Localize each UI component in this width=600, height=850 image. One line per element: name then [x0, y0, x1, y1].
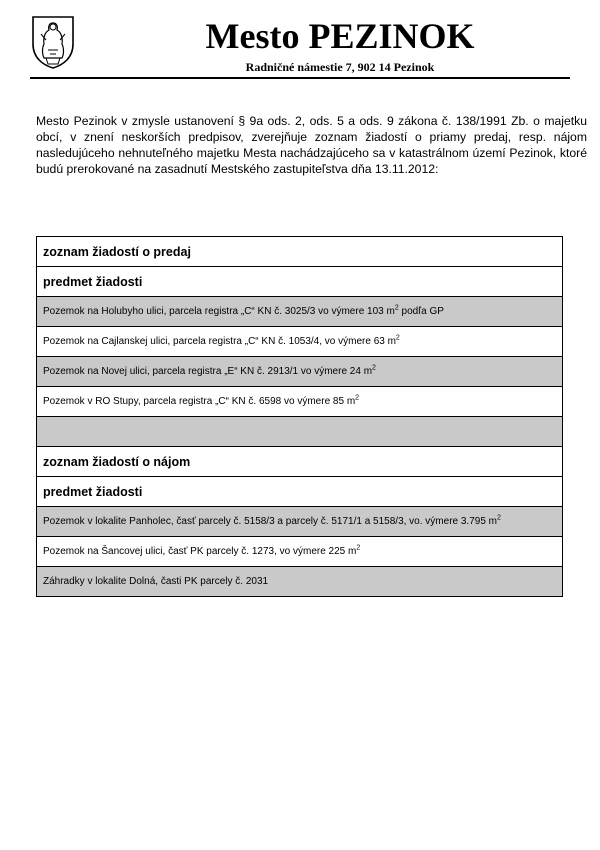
intro-paragraph: Mesto Pezinok v zmysle ustanovení § 9a ods. 2, ods. 5 a ods. 9 zákona č. 138/1991 Zb. o majetku obcí, v znení neskorších predpisov, zverejňuje zoznam žiadostí o priamy predaj, resp. nájom nasledujúceho nehnuteľného majetku Mesta nachádzajúceho sa v katastrálnom území Pezinok, ktoré budú prerokované na zasadnutí Mestského zastupiteľstva dňa 13.11.2012:: [36, 114, 587, 176]
sale-item: Pozemok na Novej ulici, parcela registra „E“ KN č. 2913/1 vo výmere 24 $m^2$: [37, 357, 563, 387]
table-row: [37, 507, 563, 537]
address: Radničné námestie 7, 902 14 Pezinok: [245, 60, 435, 74]
sale-heading: zoznam žiadostí o predaj: [37, 237, 563, 267]
table-row: [37, 327, 563, 357]
lease-item: Záhradky v lokalite Dolná, časti PK parcely č. 2031: [37, 567, 563, 597]
table-row: [37, 237, 563, 267]
sale-item: Pozemok na Cajlanskej ulici, parcela registra „C“ KN č. 1053/4, vo výmere 63 $m^2$: [37, 327, 563, 357]
table-row: [37, 477, 563, 507]
lease-subheading: predmet žiadosti: [37, 477, 563, 507]
page-title: Mesto PEZINOK: [205, 16, 475, 56]
table-row: [37, 537, 563, 567]
header-divider: [30, 77, 570, 79]
spacer-row: [37, 417, 563, 447]
lease-item: Pozemok v lokalite Panholec, časť parcely č. 5158/3 a parcely č. 5171/1 a 5158/3, vo. výmere 3.795 $m^2$: [37, 507, 563, 537]
lease-item: Pozemok na Šancovej ulici, časť PK parcely č. 1273, vo výmere 225 $m^2$: [37, 537, 563, 567]
town-crest-icon: [30, 14, 76, 70]
table-row: [37, 357, 563, 387]
table-row: [37, 387, 563, 417]
table-row: [37, 297, 563, 327]
sale-item: Pozemok na Holubyho ulici, parcela registra „C“ KN č. 3025/3 vo výmere 103 $m^2$ podľa GP: [37, 297, 563, 327]
table-row: [37, 267, 563, 297]
sale-item: Pozemok v RO Stupy, parcela registra „C“ KN č. 6598 vo výmere 85 $m^2$: [37, 387, 563, 417]
sale-subheading: predmet žiadosti: [37, 267, 563, 297]
table-row: [37, 447, 563, 477]
requests-table: [36, 236, 563, 597]
table-row: [37, 567, 563, 597]
table-row: [37, 417, 563, 447]
lease-heading: zoznam žiadostí o nájom: [37, 447, 563, 477]
